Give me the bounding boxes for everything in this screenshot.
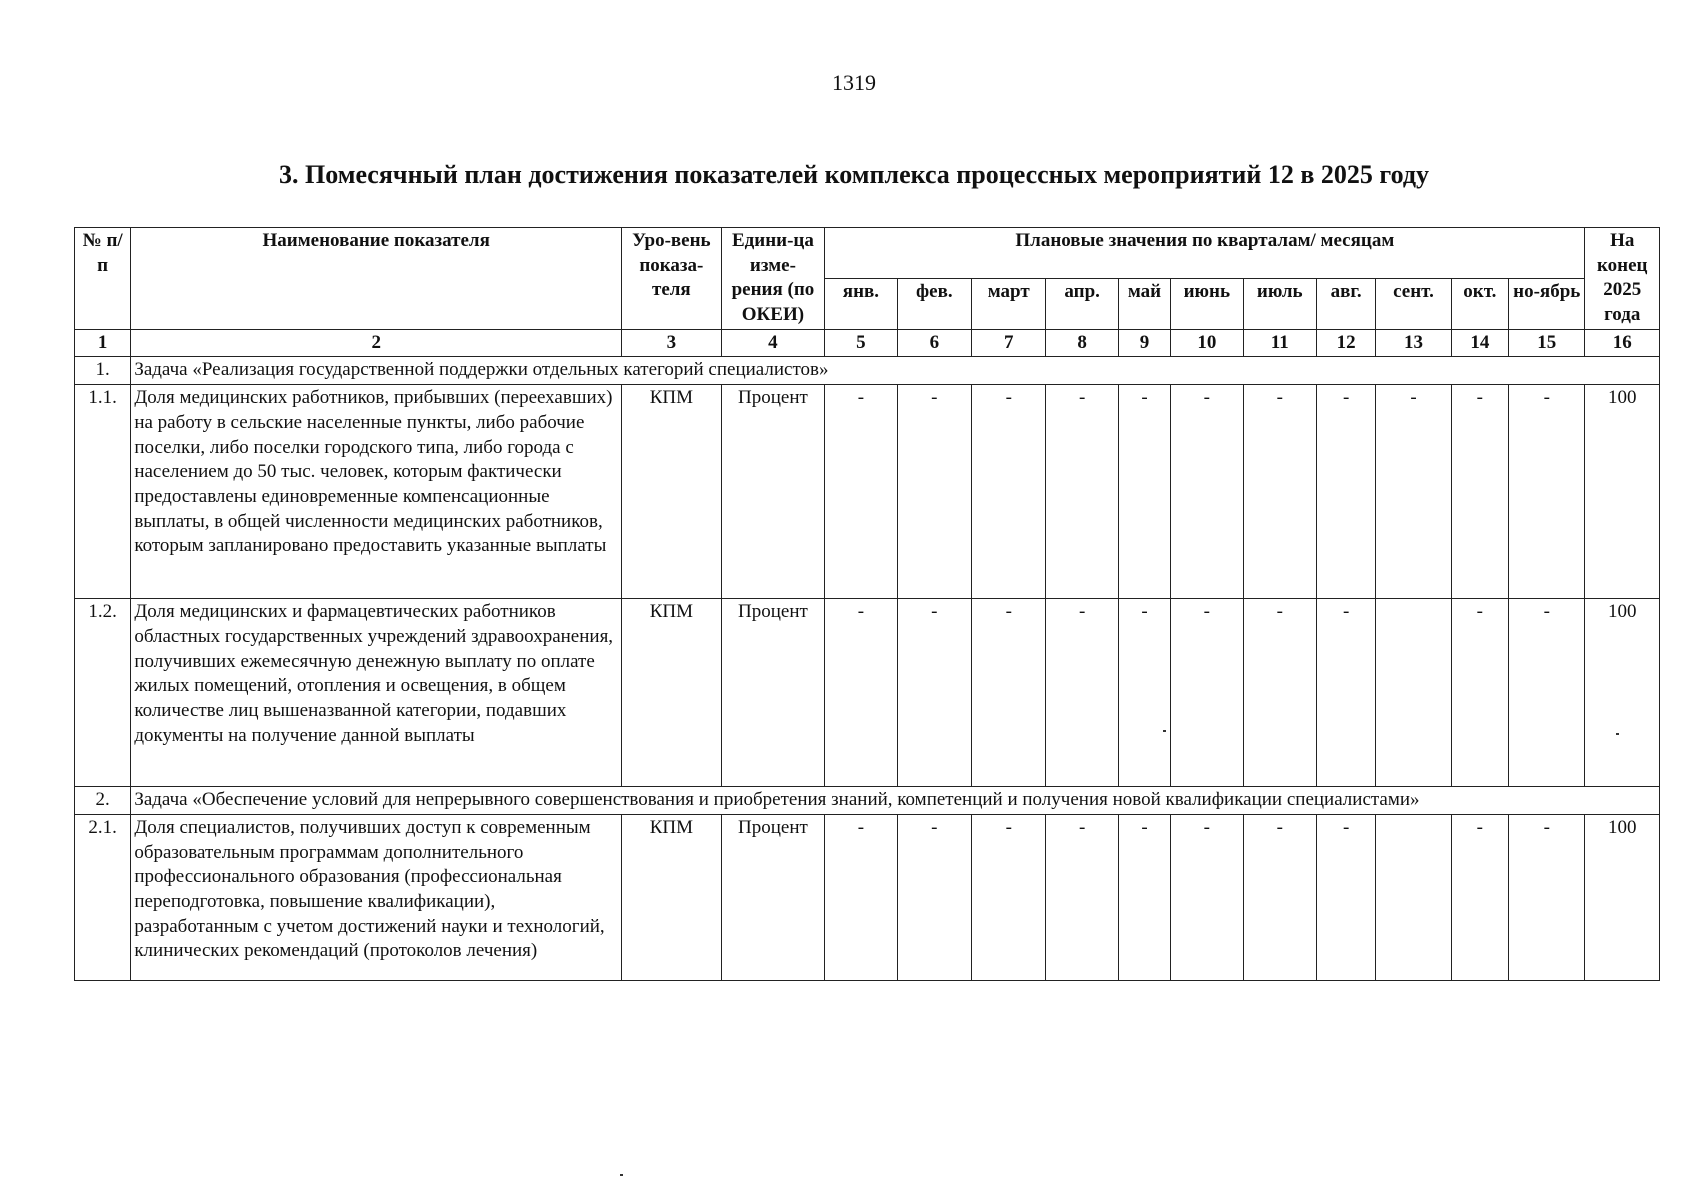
- month-value: -: [1509, 599, 1585, 787]
- task-text: Задача «Реализация государственной поддержки отдельных категорий специалистов»: [131, 357, 1660, 385]
- column-number: 7: [972, 329, 1046, 357]
- end-of-year-value: 100: [1585, 599, 1660, 787]
- end-of-year-value: 100: [1585, 814, 1660, 980]
- indicator-row: [75, 814, 1660, 980]
- header-month: март: [972, 278, 1046, 329]
- header-month: апр.: [1046, 278, 1118, 329]
- header-end-of-year: На конец 2025 года: [1585, 228, 1660, 330]
- task-text: Задача «Обеспечение условий для непрерывного совершенствования и приобретения знаний, компетенций и получения новой квалификации специалистами»: [131, 787, 1660, 815]
- month-value: -: [1451, 385, 1508, 599]
- month-value: -: [1243, 814, 1316, 980]
- header-num: № п/п: [75, 228, 131, 330]
- indicator-level: КПМ: [622, 385, 722, 599]
- page-number: 1319: [832, 70, 876, 95]
- header-month: июнь: [1171, 278, 1243, 329]
- column-number: 4: [721, 329, 825, 357]
- column-number: 10: [1171, 329, 1243, 357]
- indicator-plan-table: [74, 227, 1660, 981]
- scan-dot: [1163, 730, 1166, 732]
- header-month: фев.: [897, 278, 971, 329]
- month-value: -: [972, 814, 1046, 980]
- column-number: 15: [1509, 329, 1585, 357]
- column-number: 13: [1376, 329, 1451, 357]
- month-value: -: [1376, 385, 1451, 599]
- column-number: 16: [1585, 329, 1660, 357]
- month-value: -: [1046, 385, 1118, 599]
- document-title: 3. Помесячный план достижения показателей комплекса процессных мероприятий 12 в 2025 году: [279, 160, 1429, 189]
- indicator-unit: Процент: [721, 599, 825, 787]
- month-value: -: [1046, 599, 1118, 787]
- task-row: [75, 787, 1660, 815]
- header-month: янв.: [825, 278, 897, 329]
- header-month: авг.: [1316, 278, 1375, 329]
- month-value: -: [1171, 599, 1243, 787]
- month-value: -: [972, 385, 1046, 599]
- header-month: но-ябрь: [1509, 278, 1585, 329]
- month-value: -: [1316, 385, 1375, 599]
- column-number: 14: [1451, 329, 1508, 357]
- column-number: 9: [1118, 329, 1170, 357]
- month-value: -: [897, 814, 971, 980]
- scan-dot: [620, 1174, 623, 1176]
- header-month: июль: [1243, 278, 1316, 329]
- header-month: сент.: [1376, 278, 1451, 329]
- indicator-row: [75, 385, 1660, 599]
- indicator-unit: Процент: [721, 814, 825, 980]
- month-value: -: [1171, 385, 1243, 599]
- row-number: 1.1.: [75, 385, 131, 599]
- month-value: -: [1451, 814, 1508, 980]
- column-number: 8: [1046, 329, 1118, 357]
- row-number: 2.: [75, 787, 131, 815]
- column-number: 12: [1316, 329, 1375, 357]
- header-indicator-name: Наименование показателя: [131, 228, 622, 330]
- month-value: -: [1171, 814, 1243, 980]
- indicator-name: Доля специалистов, получивших доступ к современным образовательным программам дополнительного профессионального образования (профессиональная переподготовка, повышение квалификации), разработанным с учетом достижений науки и технологий, клинических рекомендаций (протоколов лечения): [131, 814, 622, 980]
- column-number: 2: [131, 329, 622, 357]
- month-value: [1376, 814, 1451, 980]
- month-value: -: [825, 814, 897, 980]
- column-number-row: [75, 329, 1660, 357]
- month-value: [1376, 599, 1451, 787]
- indicator-name: Доля медицинских работников, прибывших (переехавших) на работу в сельские населенные пункты, либо рабочие поселки, либо поселки городского типа, либо города с населением до 50 тыс. человек, которым фактически предоставлены единовременные компенсационные выплаты, в общей численности медицинских работников, которым запланировано предоставить указанные выплаты: [131, 385, 622, 599]
- indicator-name: Доля медицинских и фармацевтических работников областных государственных учреждений здравоохранения, получивших ежемесячную денежную выплату по оплате жилых помещений, отопления и освещения, в общем количестве лиц вышеназванной категории, подавших документы на получение данной выплаты: [131, 599, 622, 787]
- column-number: 3: [622, 329, 722, 357]
- column-number: 11: [1243, 329, 1316, 357]
- column-number: 1: [75, 329, 131, 357]
- end-of-year-value: 100: [1585, 385, 1660, 599]
- month-value: -: [1118, 814, 1170, 980]
- header-unit: Едини-ца изме-рения (по ОКЕИ): [721, 228, 825, 330]
- month-value: -: [825, 599, 897, 787]
- month-value: -: [972, 599, 1046, 787]
- month-value: -: [1243, 385, 1316, 599]
- month-value: -: [1046, 814, 1118, 980]
- column-number: 6: [897, 329, 971, 357]
- month-value: -: [1316, 814, 1375, 980]
- header-month: окт.: [1451, 278, 1508, 329]
- header-level: Уро-вень показа-теля: [622, 228, 722, 330]
- task-row: [75, 357, 1660, 385]
- month-value: -: [1509, 814, 1585, 980]
- month-value: -: [1316, 599, 1375, 787]
- month-value: -: [1243, 599, 1316, 787]
- column-number: 5: [825, 329, 897, 357]
- month-value: -: [897, 599, 971, 787]
- month-value: -: [897, 385, 971, 599]
- header-month: май: [1118, 278, 1170, 329]
- indicator-unit: Процент: [721, 385, 825, 599]
- month-value: -: [1118, 385, 1170, 599]
- month-value: -: [1509, 385, 1585, 599]
- indicator-level: КПМ: [622, 814, 722, 980]
- row-number: 1.: [75, 357, 131, 385]
- month-value: -: [825, 385, 897, 599]
- indicator-row: [75, 599, 1660, 787]
- header-row-1: [75, 228, 1660, 279]
- indicator-level: КПМ: [622, 599, 722, 787]
- row-number: 1.2.: [75, 599, 131, 787]
- month-value: -: [1118, 599, 1170, 787]
- scan-dot: [1616, 733, 1619, 735]
- month-value: -: [1451, 599, 1508, 787]
- header-plan-group: Плановые значения по кварталам/ месяцам: [825, 228, 1585, 279]
- row-number: 2.1.: [75, 814, 131, 980]
